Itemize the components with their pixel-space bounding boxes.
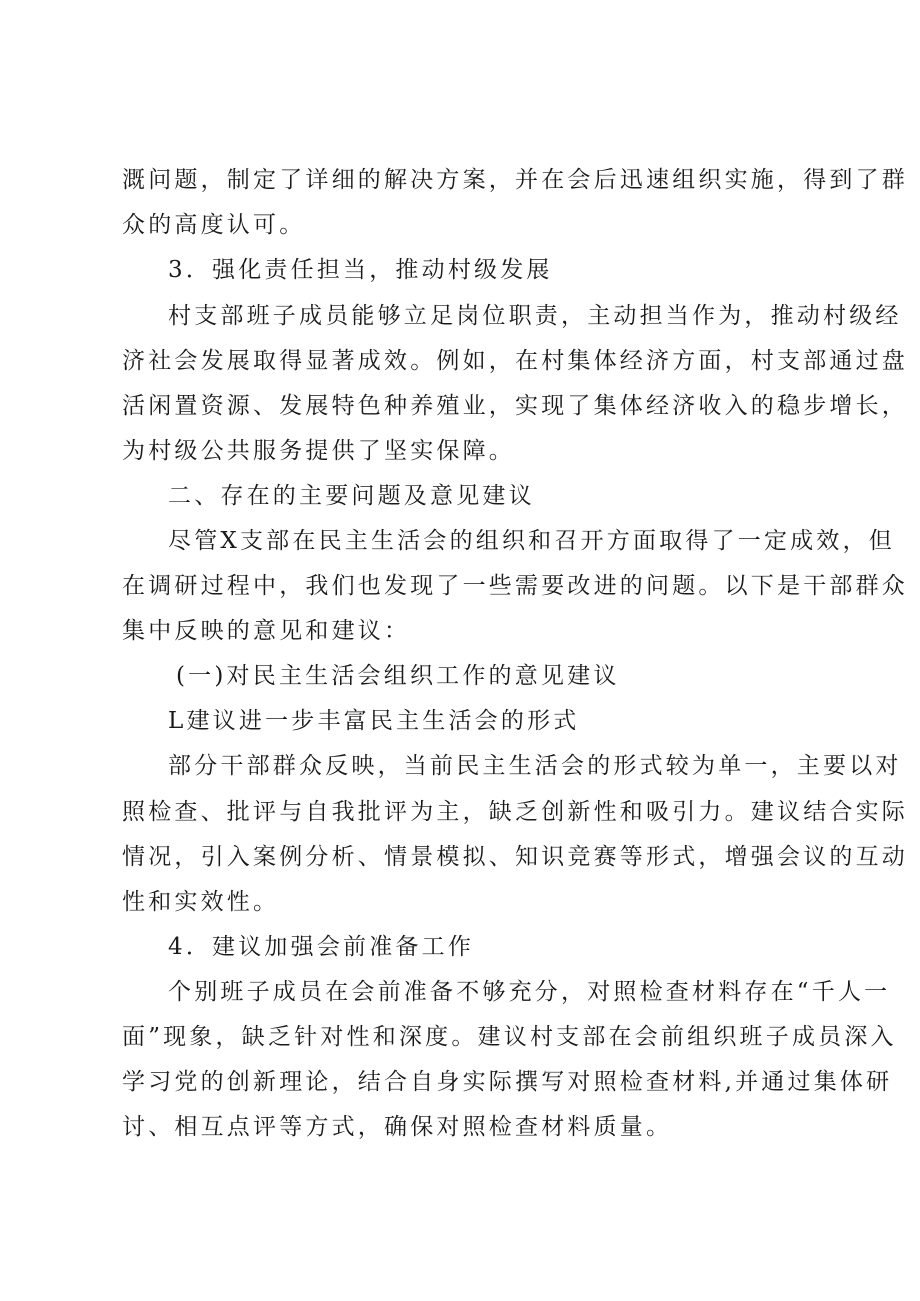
paragraph-line: 济社会发展取得显著成效。例如，在村集体经济方面，村支部通过盘 [122,348,908,374]
section-heading: L建议进一步丰富民主生活会的形式 [168,708,580,734]
paragraph-line: 个别班子成员在会前准备不够充分，对照检查材料存在“千人一 [168,979,891,1005]
paragraph-line: 为村级公共服务提供了坚实保障。 [122,438,515,464]
paragraph-line: 照检查、批评与自我批评为主，缺乏创新性和吸引力。建议结合实际 [122,799,908,825]
paragraph-line: 讨、相互点评等方式，确保对照检查材料质量。 [122,1114,673,1140]
subsection-heading: (一)对民主生活会组织工作的意见建议 [176,663,620,689]
paragraph-line: 村支部班子成员能够立足岗位职责，主动担当作为，推动村级经 [168,303,902,329]
paragraph-line: 尽管X支部在民主生活会的组织和召开方面取得了一定成效，但 [168,528,895,554]
paragraph-line: 情况，引入案例分析、情景模拟、知识竞赛等形式，增强会议的互动 [122,844,908,870]
paragraph-line: 活闲置资源、发展特色种养殖业，实现了集体经济收入的稳步增长， [122,393,908,419]
section-heading: 二、存在的主要问题及意见建议 [168,483,535,509]
paragraph-line: 学习党的创新理论，结合自身实际撰写对照检查材料,并通过集体研 [122,1069,893,1095]
paragraph-line: 性和实效性。 [122,889,280,915]
section-heading: 3．强化责任担当，推动村级发展 [168,257,553,283]
paragraph-line: 众的高度认可。 [122,212,306,238]
paragraph-line: 面”现象，缺乏针对性和深度。建议村支部在会前组织班子成员深入 [122,1024,897,1050]
paragraph-line: 在调研过程中，我们也发现了一些需要改进的问题。以下是干部群众 [122,573,908,599]
section-heading: 4．建议加强会前准备工作 [168,934,475,960]
paragraph-line: 部分干部群众反映，当前民主生活会的形式较为单一，主要以对 [168,753,902,779]
paragraph-line: 集中反映的意见和建议： [122,618,411,644]
paragraph-line: 溉问题，制定了详细的解决方案，并在会后迅速组织实施，得到了群 [122,167,908,193]
